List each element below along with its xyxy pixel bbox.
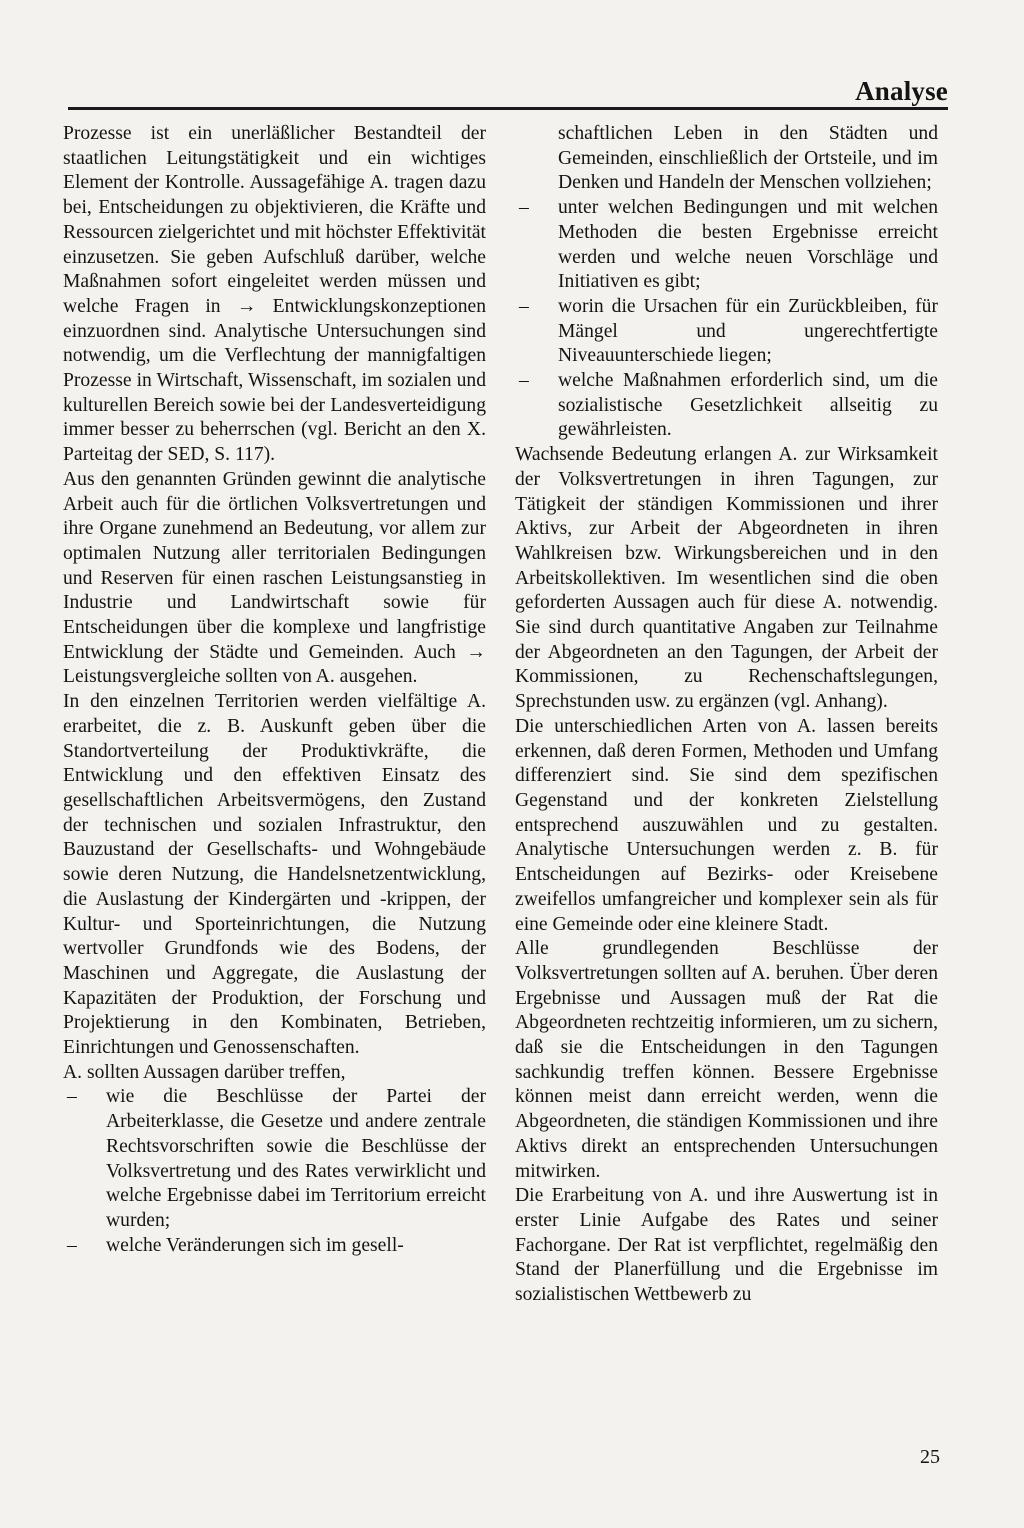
paragraph: Wachsende Bedeutung erlangen A. zur Wirksamkeit der Volksvertretungen in ihren Tagungen, zur Tätigkeit der ständigen Kommissionen und ihrer Aktivs, zur Arbeit der Abgeordneten in ihren Wahlkreisen bzw. Wirkungsbereichen und in den Arbeitskollektiven. Im wesentlichen sind die oben geforderten Aussagen auch für diese A. notwendig. Sie sind durch quantitative Angaben zur Teilnahme der Abgeordneten an den Tagungen, der Arbeit der Kommissionen, zu Rechenschaftslegungen, Sprechstunden usw. zu ergänzen (vgl. Anhang). xyxy=(515,444,938,713)
list-item: – welche Maßnahmen erforderlich sind, um die sozialistische Gesetzlichkeit allseitig zu gewährleisten. xyxy=(515,369,938,443)
paragraph: A. sollten Aussagen darüber treffen, xyxy=(63,1061,346,1083)
paragraph: Aus den genannten Gründen gewinnt die analytische Arbeit auch für die örtlichen Volksvertretungen und ihre Organe zunehmend an Bedeutung, vor allem zur optimalen Nutzung aller territorialen Bedingungen und Reserven für einen raschen Leistungsanstieg in Industrie und Landwirtschaft sowie für Entscheidungen über die komplexe und langfristige Entwicklung der Städte und Gemeinden. Auch → Leistungsvergleiche sollten von A. ausgehen. xyxy=(63,468,486,688)
header-rule xyxy=(68,107,948,110)
paragraph: Die Erarbeitung von A. und ihre Auswertung ist in erster Linie Aufgabe des Rates und seiner Fachorgane. Der Rat ist verpflichtet, regelmäßig den Stand der Planerfüllung und die Ergebnisse im sozialistischen Wettbewerb zu xyxy=(515,1185,938,1306)
right-column xyxy=(515,122,938,1308)
paragraph: Die unterschiedlichen Arten von A. lassen bereits erkennen, daß deren Formen, Methoden und Umfang differenziert sind. Sie sind dem spezifischen Gegenstand und der konkreten Zielstellung entsprechend auszuwählen und zu gestalten. Analytische Untersuchungen werden z. B. für Entscheidungen auf Bezirks- oder Kreisebene zweifellos umfangreicher und komplexer sein als für eine Gemeinde oder eine kleinere Stadt. xyxy=(515,715,938,935)
paragraph: In den einzelnen Territorien werden vielfältige A. erarbeitet, die z. B. Auskunft geben über die Standortverteilung der Produktivkräfte, die Entwicklung und den effektiven Einsatz des gesellschaftlichen Arbeitsvermögens, den Zustand der technischen und sozialen Infrastruktur, den Bauzustand der Gesellschafts- und Wohngebäude sowie deren Nutzung, die Handelsnetzentwicklung, die Auslastung der Kindergärten und -krippen, der Kultur- und Sporteinrichtungen, die Nutzung wertvoller Grundfonds wie des Bodens, der Maschinen und Aggregate, die Auslastung der Kapazitäten der Produktion, der Forschung und Projektierung in den Kombinaten, Betrieben, Einrichtungen und Genossenschaften. xyxy=(63,691,486,1059)
list-item: – worin die Ursachen für ein Zurückbleiben, für Mängel und ungerechtfertigte Niveauunterschiede liegen; xyxy=(515,295,938,369)
paragraph: Alle grundlegenden Beschlüsse der Volksvertretungen sollten auf A. beruhen. Über deren Ergebnisse und Aussagen muß der Rat die Abgeordneten rechtzeitig informieren, um zu sichern, daß sie die Entscheidungen in den Tagungen sachkundig treffen können. Bessere Ergebnisse können meist dann erreicht werden, wenn die Abgeordneten, die ständigen Kommissionen und ihre Aktivs direkt an entsprechenden Untersuchungen mitwirken. xyxy=(515,938,938,1182)
list-item: – wie die Beschlüsse der Partei der Arbeiterklasse, die Gesetze und andere zentrale Rechtsvorschriften sowie die Beschlüsse der Volksvertretung und des Rates verwirklicht und welche Ergebnisse dabei im Territorium erreicht wurden; xyxy=(63,1085,486,1233)
bullet-list xyxy=(515,122,938,443)
list-item-continuation: schaftlichen Leben in den Städten und Gemeinden, einschließlich der Ortsteile, und im Denken und Handeln der Menschen vollziehen; xyxy=(558,123,938,194)
bullet-list xyxy=(63,1085,486,1258)
list-item: – unter welchen Bedingungen und mit welchen Methoden die besten Ergebnisse erreicht werden und welche neuen Vorschläge und Initiativen es gibt; xyxy=(515,196,938,295)
left-column xyxy=(63,122,486,1258)
page-number: 25 xyxy=(920,1446,940,1468)
paragraph: Prozesse ist ein unerläßlicher Bestandteil der staatlichen Leitungstätigkeit und ein wichtiges Element der Kontrolle. Aussagefähige A. tragen dazu bei, Entscheidungen zu objektivieren, die Kräfte und Ressourcen zielgerichtet und mit höchster Effektivität einzusetzen. Sie geben Aufschluß darüber, welche Maßnahmen sofort eingeleitet werden müssen und welche Fragen in → Entwicklungskonzeptionen einzuordnen sind. Analytische Untersuchungen sind notwendig, um die Verflechtung der mannigfaltigen Prozesse in Wirtschaft, Wissenschaft, im sozialen und kulturellen Bereich sowie bei der Landesverteidigung immer besser zu beherrschen (vgl. Bericht an den X. Parteitag der SED, S. 117). xyxy=(63,123,486,466)
list-item: – welche Veränderungen sich im gesell- xyxy=(63,1234,486,1259)
section-title: Analyse xyxy=(855,76,948,106)
